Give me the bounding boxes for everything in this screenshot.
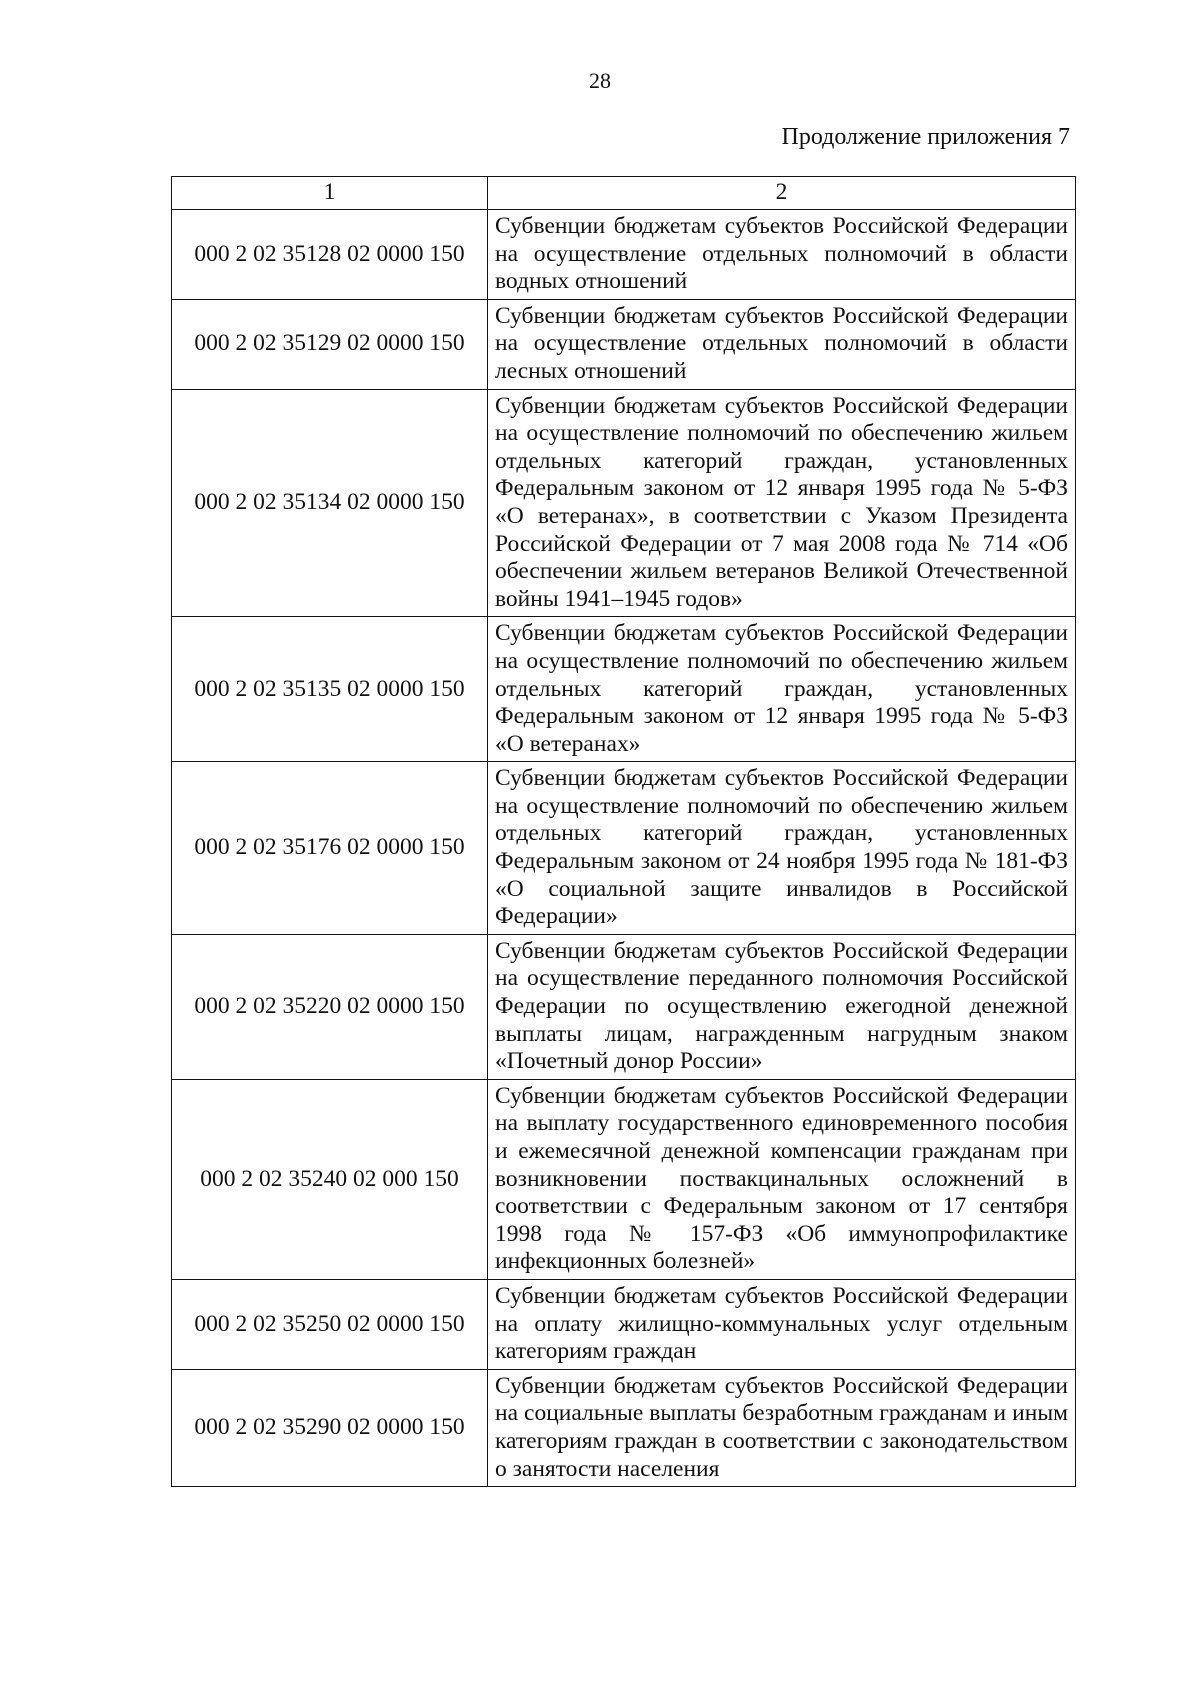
description-cell: Субвенции бюджетам субъектов Российской Федерации на осуществление полномочий по обеспечению жильем отдельных категорий граждан, установленных Федеральным законом от 12 января 1995 года № 5-ФЗ «О ветеранах» (488, 617, 1076, 762)
table-header-row (172, 177, 1076, 210)
budget-code-cell: 000 2 02 35129 02 0000 150 (172, 299, 488, 389)
table-row (172, 1279, 1076, 1369)
budget-code-cell: 000 2 02 35128 02 0000 150 (172, 210, 488, 300)
budget-code-cell: 000 2 02 35134 02 0000 150 (172, 389, 488, 617)
table-row (172, 762, 1076, 935)
table-row (172, 617, 1076, 762)
description-cell: Субвенции бюджетам субъектов Российской Федерации на осуществление отдельных полномочий в области водных отношений (488, 210, 1076, 300)
table-row (172, 210, 1076, 300)
page-number: 28 (589, 68, 611, 93)
column-header-1: 1 (172, 177, 488, 210)
description-cell: Субвенции бюджетам субъектов Российской Федерации на осуществление отдельных полномочий в области лесных отношений (488, 299, 1076, 389)
budget-code-cell: 000 2 02 35240 02 000 150 (172, 1079, 488, 1279)
description-cell: Субвенции бюджетам субъектов Российской Федерации на осуществление переданного полномочия Российской Федерации по осуществлению ежегодной денежной выплаты лицам, награжденным нагрудным знаком «Почетный донор России» (488, 934, 1076, 1079)
table-row (172, 389, 1076, 617)
table-row (172, 934, 1076, 1079)
revenue-codes-table (171, 176, 1076, 1487)
description-cell: Субвенции бюджетам субъектов Российской Федерации на социальные выплаты безработным гражданам и иным категориям граждан в соответствии с законодательством о занятости населения (488, 1369, 1076, 1486)
column-header-2: 2 (488, 177, 1076, 210)
appendix-title: Продолжение приложения 7 (781, 124, 1070, 150)
description-cell: Субвенции бюджетам субъектов Российской Федерации на выплату государственного единовременного пособия и ежемесячной денежной компенсации гражданам при возникновении поствакцинальных осложнений в соответствии с Федеральным законом от 17 сентября 1998 года № 157-ФЗ «Об иммунопрофилактике инфекционных болезней» (488, 1079, 1076, 1279)
budget-code-cell: 000 2 02 35176 02 0000 150 (172, 762, 488, 935)
budget-code-cell: 000 2 02 35135 02 0000 150 (172, 617, 488, 762)
description-cell: Субвенции бюджетам субъектов Российской Федерации на осуществление полномочий по обеспечению жильем отдельных категорий граждан, установленных Федеральным законом от 24 ноября 1995 года № 181-ФЗ «О социальной защите инвалидов в Российской Федерации» (488, 762, 1076, 935)
table-row (172, 299, 1076, 389)
table-row (172, 1079, 1076, 1279)
budget-code-cell: 000 2 02 35220 02 0000 150 (172, 934, 488, 1079)
table-row (172, 1369, 1076, 1486)
budget-code-cell: 000 2 02 35250 02 0000 150 (172, 1279, 488, 1369)
description-cell: Субвенции бюджетам субъектов Российской Федерации на оплату жилищно-коммунальных услуг отдельным категориям граждан (488, 1279, 1076, 1369)
description-cell: Субвенции бюджетам субъектов Российской Федерации на осуществление полномочий по обеспечению жильем отдельных категорий граждан, установленных Федеральным законом от 12 января 1995 года № 5-ФЗ «О ветеранах», в соответствии с Указом Президента Российской Федерации от 7 мая 2008 года № 714 «Об обеспечении жильем ветеранов Великой Отечественной войны 1941–1945 годов» (488, 389, 1076, 617)
budget-code-cell: 000 2 02 35290 02 0000 150 (172, 1369, 488, 1486)
